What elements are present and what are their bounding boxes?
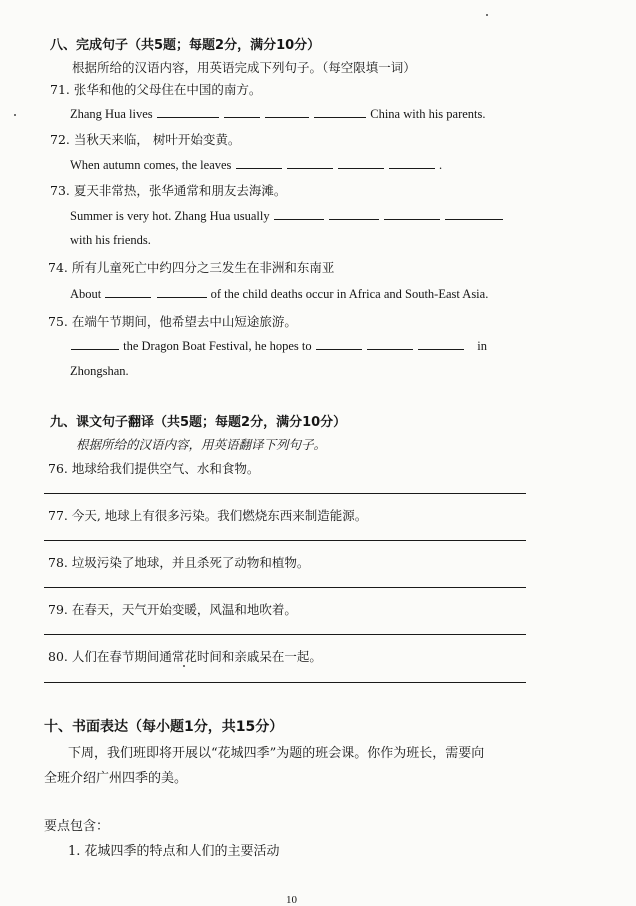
q74-english xyxy=(70,286,488,302)
section-10-paragraph-1: 下周，我们班即将开展以“花城四季”为题的班会课。你作为班长，需要向 xyxy=(68,746,485,761)
section-10-paragraph-2: 全班介绍广州四季的美。 xyxy=(44,771,188,786)
q73-english-cont: with his friends. xyxy=(70,233,151,247)
q72-blank-1[interactable] xyxy=(236,157,282,169)
q72-blank-4[interactable] xyxy=(389,157,435,169)
q71-text-b: China with his parents. xyxy=(370,107,486,121)
q71-english xyxy=(70,106,486,122)
q75-blank-4[interactable] xyxy=(418,338,464,350)
q76-chinese: 76. 地球给我们提供空气、水和食物。 xyxy=(48,461,260,476)
q80-chinese: 80. 人们在春节期间通常花时间和亲戚呆在一起。 xyxy=(48,649,322,664)
q80-answer-line[interactable] xyxy=(44,682,526,683)
q74-chinese: 74. 所有儿童死亡中约四分之三发生在非洲和东南亚 xyxy=(48,260,335,275)
section-9-instruction: 根据所给的汉语内容，用英语翻译下列句子。 xyxy=(76,437,327,452)
scan-speck xyxy=(183,665,185,667)
q78-answer-line[interactable] xyxy=(44,587,526,588)
q73-english xyxy=(70,208,504,224)
q71-blank-3[interactable] xyxy=(265,106,309,118)
q79-chinese: 79. 在春天，天气开始变暖，风温和地吹着。 xyxy=(48,602,297,617)
q72-blank-2[interactable] xyxy=(287,157,333,169)
q72-english xyxy=(70,157,442,173)
q76-answer-line[interactable] xyxy=(44,493,526,494)
q75-blank-3[interactable] xyxy=(367,338,413,350)
q78-chinese: 78. 垃圾污染了地球，并且杀死了动物和植物。 xyxy=(48,555,310,570)
scan-speck xyxy=(486,14,488,16)
q74-blank-1[interactable] xyxy=(105,286,151,298)
q72-chinese: 72. 当秋天来临， 树叶开始变黄。 xyxy=(50,132,241,147)
q75-text-a: the Dragon Boat Festival, he hopes to xyxy=(123,339,312,353)
q72-text-b: . xyxy=(439,158,443,172)
section-8-instruction: 根据所给的汉语内容，用英语完成下列句子。（每空限填一词） xyxy=(72,60,416,75)
q79-answer-line[interactable] xyxy=(44,634,526,635)
q71-chinese: 71. 张华和他的父母住在中国的南方。 xyxy=(50,82,262,97)
q75-text-b: in xyxy=(477,339,487,353)
q73-blank-1[interactable] xyxy=(274,208,324,220)
q75-chinese: 75. 在端午节期间，他希望去中山短途旅游。 xyxy=(48,314,297,329)
q75-blank-1[interactable] xyxy=(71,338,119,350)
q73-blank-4[interactable] xyxy=(445,208,503,220)
q75-english xyxy=(70,338,487,354)
scan-speck xyxy=(14,114,16,116)
q74-text-a: About xyxy=(70,287,102,301)
q73-text-a: Summer is very hot. Zhang Hua usually xyxy=(70,209,270,223)
q73-blank-2[interactable] xyxy=(329,208,379,220)
section-9-title: 九、课文句子翻译（共5题；每题2分，满分10分） xyxy=(50,415,347,430)
point-1: 1. 花城四季的特点和人们的主要活动 xyxy=(68,844,280,859)
q71-text-a: Zhang Hua lives xyxy=(70,107,153,121)
q72-text-a: When autumn comes, the leaves xyxy=(70,158,232,172)
q74-blank-2[interactable] xyxy=(157,286,207,298)
q72-blank-3[interactable] xyxy=(338,157,384,169)
q71-blank-4[interactable] xyxy=(314,106,366,118)
points-label: 要点包含： xyxy=(44,819,110,834)
section-10-title: 十、书面表达（每小题1分，共15分） xyxy=(44,719,284,735)
q73-chinese: 73. 夏天非常热，张华通常和朋友去海滩。 xyxy=(50,183,287,198)
q77-chinese: 77. 今天, 地球上有很多污染。我们燃烧东西来制造能源。 xyxy=(48,508,368,523)
section-8-title: 八、完成句子（共5题；每题2分，满分10分） xyxy=(50,38,321,53)
q75-blank-2[interactable] xyxy=(316,338,362,350)
page-number: 10 xyxy=(286,894,297,906)
q74-text-b: of the child deaths occur in Africa and South-East Asia. xyxy=(210,287,489,301)
q77-answer-line[interactable] xyxy=(44,540,526,541)
q71-blank-1[interactable] xyxy=(157,106,219,118)
q75-english-cont: Zhongshan. xyxy=(70,364,129,378)
q73-blank-3[interactable] xyxy=(384,208,440,220)
q71-blank-2[interactable] xyxy=(224,106,260,118)
